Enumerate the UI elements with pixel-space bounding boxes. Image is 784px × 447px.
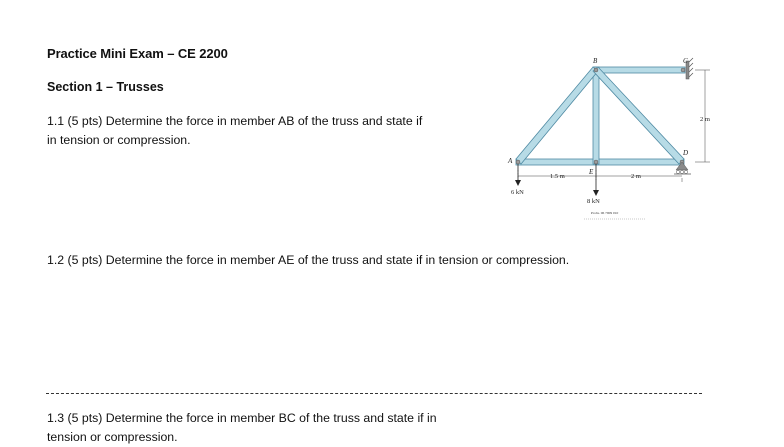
joint-b bbox=[594, 68, 598, 72]
figure-caption: Probs. 06 7909 010 bbox=[591, 211, 619, 215]
label-c: C bbox=[683, 57, 688, 65]
member-bd bbox=[593, 67, 684, 164]
member-ab bbox=[516, 67, 598, 164]
joint-e bbox=[594, 160, 598, 164]
dim-height-label: 2 m bbox=[700, 116, 710, 123]
load-a-label: 6 kN bbox=[511, 189, 524, 196]
page-title: Practice Mini Exam – CE 2200 bbox=[47, 46, 228, 61]
section-divider bbox=[46, 393, 702, 394]
section-heading: Section 1 – Trusses bbox=[47, 80, 164, 94]
label-b: B bbox=[593, 57, 598, 65]
dim-ed-label: 2 m bbox=[631, 173, 641, 180]
truss-members bbox=[516, 67, 685, 165]
label-d: D bbox=[683, 149, 689, 157]
load-arrows bbox=[515, 164, 599, 196]
dim-ae-label: 1.5 m bbox=[550, 173, 565, 180]
truss-figure bbox=[505, 52, 720, 237]
question-1: 1.1 (5 pts) Determine the force in member AB of the truss and state if in tension or compression. bbox=[47, 114, 423, 147]
label-a: A bbox=[508, 157, 513, 165]
question-3: 1.3 (5 pts) Determine the force in member BC of the truss and state if in tension or compression. bbox=[47, 411, 437, 444]
joint-c bbox=[681, 68, 685, 72]
member-be bbox=[593, 67, 599, 164]
joint-a bbox=[516, 160, 520, 164]
load-e-label: 8 kN bbox=[587, 198, 600, 205]
member-ae bbox=[516, 159, 596, 165]
member-ed bbox=[596, 159, 684, 165]
label-e: E bbox=[589, 168, 594, 176]
member-bc bbox=[594, 67, 685, 73]
question-2: 1.2 (5 pts) Determine the force in member AE of the truss and state if in tension or compression. bbox=[47, 253, 570, 267]
truss-joints bbox=[516, 68, 685, 164]
